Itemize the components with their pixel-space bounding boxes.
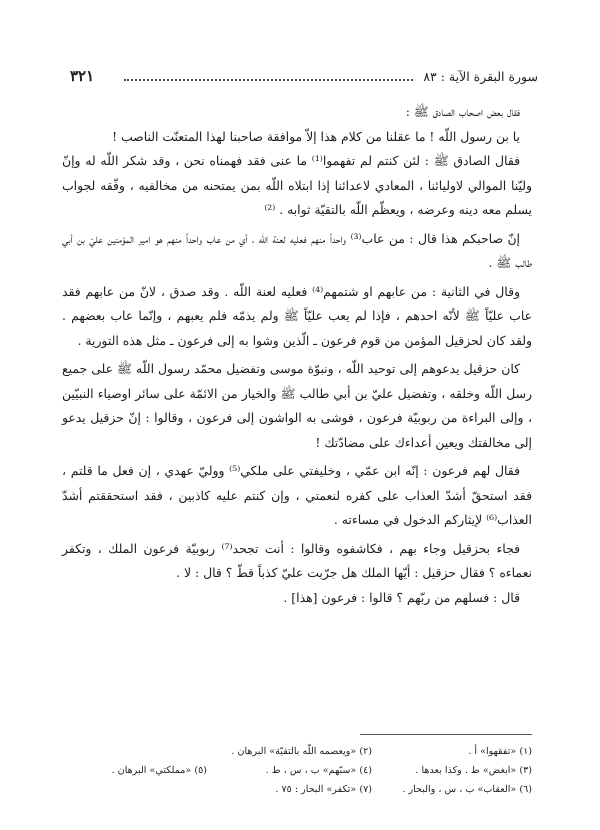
footnote	[62, 742, 207, 761]
paragraph: كان حزقيل يدعوهم إلى توحيد اللّه ، ونبوّة موسى وتفضيل محمّد رسول اللّه ﷺ على جميع رسل اللّه وخلقه ، وتفضيل عليّ بن أبي طالب ﷺ والخيار من الائمّة على سائر اوصياء النبيّين ، وإلى البراءة من ربوبيّة فرعون ، فوشى به الواشون إلى فرعون ، وقالوا : إنّ حزقيل يدعو إلى مخالفتك ويعين أعداءك على مضادّتك !	[62, 361, 532, 450]
footnote-row	[62, 761, 532, 780]
paragraph: إنّ صاحبكم هذا قال : من عاب⁽³⁾ واحداً منهم فعليه لعنة اللّه ، أي من عاب واحداً منهم هو امير المؤمنين عليّ بن أبي طالب ﷺ .	[62, 230, 532, 270]
footnote: (٢) «ويعصمه اللّه بالتقيّة» البرهان .	[231, 746, 372, 757]
footnote: (٣) «ابغض» ط . وكذا بعدها .	[415, 765, 532, 776]
footnote-row	[62, 780, 532, 799]
footnote-separator	[360, 734, 532, 735]
footnote: (١) «تفقهوا» أ .	[468, 746, 532, 757]
paragraph: قال : فسلهم من ربّهم ؟ قالوا : فرعون [هذا] .	[283, 589, 520, 605]
footnote	[62, 780, 207, 799]
header-dotted-rule	[124, 71, 413, 81]
footnote: (٤) «سبّهم» ب ، س ، ط .	[265, 765, 372, 776]
paragraph: وقال في الثانية : من عابهم او شتمهم⁽⁴⁾ فعليه لعنة اللّه . وقد صدق ، لانّ من عابهم فقد عاب عليّاً ﷺ لأنّه احدهم ، فإذا لم يعب عليّاً ﷺ ولم يذمّه فلم يعبهم ، وإنّما عاب بعضهم . ولقد كان لحزقيل المؤمن من قوم فرعون ـ الّذين وشوا به إلى فرعون ـ مثل هذه التورية .	[62, 283, 532, 348]
running-title: سورة البقرة الآية : ٨٣	[423, 68, 538, 84]
paragraph: يا بن رسول اللّه ! ما عقلنا من كلام هذا إلاّ موافقة صاحبنا لهذا المتعنّت الناصب !	[112, 128, 520, 144]
main-text	[62, 100, 532, 610]
paragraph: فقال الصادق ﷺ : لئن كنتم لم تفهموا⁽¹⁾ ما عنى فقد فهمناه نحن ، وقد شكر اللّه له وإنّ وليّنا الموالي لاوليائنا ، المعادي لاعدائنا إذا ابتلاه اللّه بمن يمتحنه من مخالفيه ، وفّقه لجواب يسلم معه دينه وعرضه ، ويعظّم اللّه بالتقيّة ثوابه . ⁽²⁾	[62, 153, 532, 217]
footnote: (٧) «تكفر» البحار : ٧٥ .	[275, 784, 372, 795]
page-number: ٣٢١	[70, 67, 95, 85]
footnotes	[62, 742, 532, 799]
footnote-row	[62, 742, 532, 761]
paragraph: فجاء بحزقيل وجاء بهم ، فكاشفوه وقالوا : أنت تجحد⁽⁷⁾ ربوبيّة فرعون الملك ، وتكفر نعماءه ؟ فقال حزقيل : أيّها الملك هل جرّبت عليّ كذباً قطّ ؟ قال : لا .	[62, 540, 532, 580]
footnote: (٥) «مملكتي» البرهان .	[111, 765, 207, 776]
running-header	[70, 66, 538, 86]
paragraph: فقال بعض اصحاب الصادق ﷺ :	[405, 104, 520, 119]
paragraph: فقال لهم فرعون : إنّه ابن عمّي ، وخليفتي على ملكي⁽⁵⁾ ووليّ عهدي ، إن فعل ما قلتم ، فقد استحقّ أشدّ العذاب على كفره لنعمتي ، وإن كنتم عليه كاذبين ، فقد استحققتم أشدّ العذاب⁽⁶⁾ لإيثاركم الدخول في مساءته .	[62, 463, 532, 527]
footnote: (٦) «العقاب» ب ، س ، والبحار .	[402, 784, 532, 795]
